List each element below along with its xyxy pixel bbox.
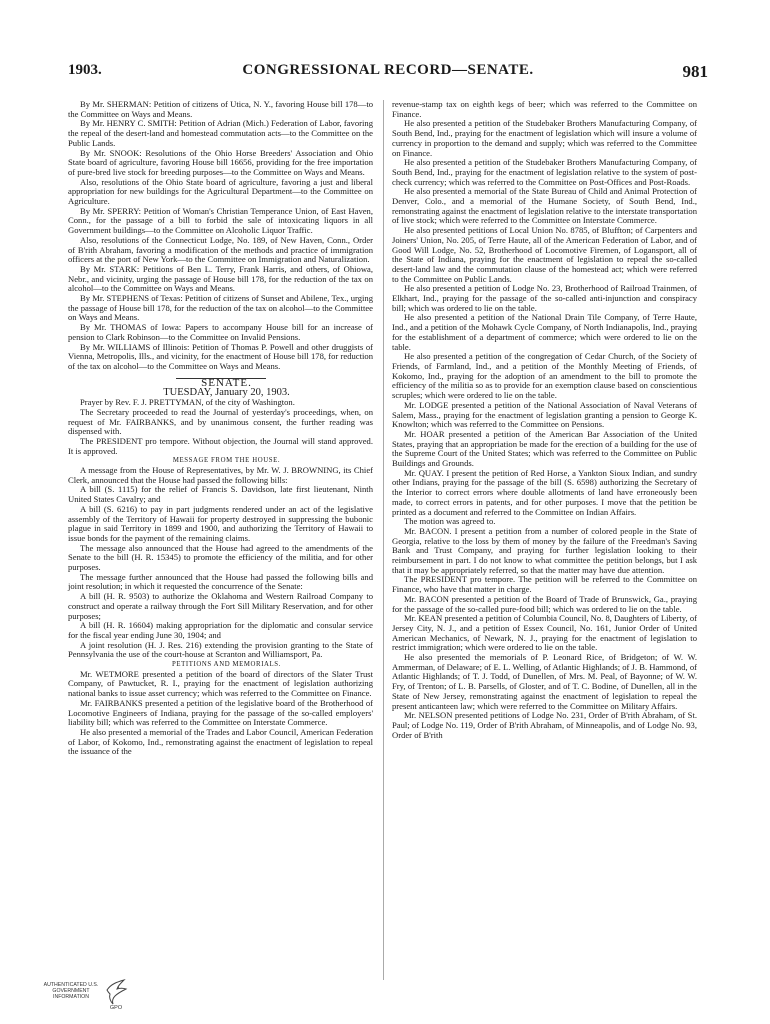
paragraph: Mr. BACON presented a petition of the Board of Trade of Brunswick, Ga., praying for the passage of the so-called pure-food bill; which was ordered to lie on the table. xyxy=(392,593,697,614)
paragraph: A bill (S. 1115) for the relief of Francis S. Davidson, late first lieutenant, Ninth United States Cavalry; and xyxy=(68,484,373,505)
paragraph: By Mr. STARK: Petitions of Ben L. Terry, Frank Harris, and others, of Ohiowa, Nebr., and vicinity, urging the passage of House bill 178, for the reduction of the tax on alcohol—to the Committee on Ways and Means. xyxy=(68,263,373,294)
gpo-authentication-logo xyxy=(40,976,130,1018)
gpo-label: GPO xyxy=(109,1005,123,1011)
page-header xyxy=(68,62,708,86)
paragraph: Also, resolutions of the Connecticut Lodge, No. 189, of New Haven, Conn., Order of B'rith Abraham, favoring a modification of the methods and practice of immigration officers at the port of New York—to the Committee on Immigration and Naturalization. xyxy=(68,234,373,265)
paragraph: Prayer by Rev. F. J. PRETTYMAN, of the city of Washington. xyxy=(80,397,295,408)
paragraph: A bill (H. R. 16604) making appropriation for the diplomatic and consular service for the fiscal year ending June 30, 1904; and xyxy=(68,620,373,640)
paragraph: A joint resolution (H. J. Res. 216) extending the provision granting to the State of Pennsylvania the use of the court-house at Scranton and Williamsport, Pa. xyxy=(68,639,373,660)
paragraph: The message further announced that the House had passed the following bills and joint resolution; in which it requested the concurrence of the Senate: xyxy=(68,571,373,592)
subheading: MESSAGE FROM THE HOUSE. xyxy=(172,457,281,465)
paragraph: Mr. FAIRBANKS presented a petition of the legislative board of the Brotherhood of Locomotive Engineers of Indiana, praying for the passage of the so-called employers' liability bill; which was referred to the Committee on Interstate Commerce. xyxy=(68,697,373,728)
paragraph: By Mr. SNOOK: Resolutions of the Ohio Horse Breeders' Association and Ohio State board of agriculture, favoring House bill 16656, providing for the free importation of pure-bred live stock for breeding purposes—to the Committee on Ways and Means. xyxy=(68,147,373,177)
paragraph: Mr. BACON. I present a petition from a number of colored people in the State of Georgia, relative to the loss by them of money by the failure of the Freedman's Saving Bank and Trust Company, and praying for further legislation looking to their reimbursement in part. I do not know to what committee the petition belongs, but I ask that it may be appropriately referred, so that the matter may have due attention. xyxy=(392,525,697,575)
session-date: TUESDAY, January 20, 1903. xyxy=(163,387,290,399)
paragraph: He also presented a petition of the Studebaker Brothers Manufacturing Company, of South Bend, Ind., praying for the enactment of legislation which will insure a volume of currency in proportion to the demand and supply; which was referred to the Committee on Finance. xyxy=(392,118,697,158)
paragraph: A bill (H. R. 9503) to authorize the Oklahoma and Western Railroad Company to construct and operate a railway through the Fort Sill Military Reservation, and for other purposes; xyxy=(68,591,373,621)
paragraph: revenue-stamp tax on eighth kegs of beer; which was referred to the Committee on Finance. xyxy=(392,99,697,119)
paragraph: By Mr. HENRY C. SMITH: Petition of Adrian (Mich.) Federation of Labor, favoring the repeal of the desert-land and homestead commutation acts—to the Committee on the Public Lands. xyxy=(68,118,373,148)
paragraph: By Mr. WILLIAMS of Illinois: Petition of Thomas P. Powell and other druggists of Vienna, Metropolis, Ills., and vicinity, for the enactment of House bill 178, for reduction of the tax on alcohol—to the Committee on Ways and Means. xyxy=(68,341,373,371)
paragraph: Mr. WETMORE presented a petition of the board of directors of the Slater Trust Company, of Pawtucket, R. I., praying for the enactment of legislation authorizing national banks to issue asset currency; which was referred to the Committee on Finance. xyxy=(68,668,373,699)
paragraph: He also presented petitions of Local Union No. 8785, of Bluffton; of Carpenters and Joiners' Union, No. 205, of Terre Haute, all of the American Federation of Labor, and of Good Will Lodge, No. 52, Brotherhood of Locomotive Firemen, of Logansport, all of the State of Indiana, praying for the enactment of legislation to repeal the so-called desert-land law and the commutation clause of the homestead act; which were referred to the Committee on Public Lands. xyxy=(392,225,697,284)
paragraph: Mr. LODGE presented a petition of the National Association of Naval Veterans of Salem, Mass., praying for the enactment of legislation granting a pension to George K. Knowlton; which was referred to the Committee on Pensions. xyxy=(392,399,697,430)
right-column xyxy=(392,100,697,740)
paragraph: The PRESIDENT pro tempore. Without objection, the Journal will stand approved. It is approved. xyxy=(68,435,373,456)
page-number: 981 xyxy=(682,62,708,81)
paragraph: He also presented the memorials of P. Leonard Rice, of Bridgeton; of W. W. Ammerman, of Delaware; of E. L. Welling, of Atlantic Highlands; of J. B. Hammond, of Atlantic Highlands; of T. J. Todd, of Dunellen, of Mrs. M. Peal, of Bayonne; of W. W. Fry, of Trenton; of L. B. Parsells, of Gloster, and of T. C. Bodine, of Dunellen, all in the State of New Jersey, remonstrating against the enactment of legislation to repeal the present anticanteen law; which were referred to the Committee on Military Affairs. xyxy=(392,652,697,711)
left-column xyxy=(68,100,373,757)
paragraph: He also presented a petition of the Studebaker Brothers Manufacturing Company, of South Bend, Ind., praying for the enactment of legislation relative to the system of post-check currency; which was referred to the Committee on Post-Offices and Post-Roads. xyxy=(392,157,697,187)
paragraph: He also presented a petition of Lodge No. 23, Brotherhood of Railroad Trainmen, of Elkhart, Ind., praying for the passage of the so-called anti-injunction and conspiracy bill; which was ordered to lie on the table. xyxy=(392,283,697,313)
paragraph: Mr. KEAN presented a petition of Columbia Council, No. 8, Daughters of Liberty, of Jersey City, N. J., and a petition of Essex Council, No. 161, Junior Order of United American Mechanics, of Newark, N. J., praying for the enactment of legislation to restrict immigration; which were ordered to lie on the table. xyxy=(392,613,698,653)
header-year: 1903. xyxy=(68,62,102,78)
paragraph: Also, resolutions of the Ohio State board of agriculture, favoring a just and liberal appropriation for new buildings for the Agricultural Department—to the Committee on Agriculture. xyxy=(68,176,373,207)
eagle-icon xyxy=(104,976,128,1006)
paragraph: Mr. HOAR presented a petition of the American Bar Association of the United States, praying that an appropriation be made for the erection of a building for the use of the Supreme Court of the United States; which was referred to the Committee on Public Buildings and Grounds. xyxy=(392,428,697,469)
authentication-text: AUTHENTICATED U.S. GOVERNMENT INFORMATION xyxy=(43,982,99,1001)
paragraph: A bill (S. 6216) to pay in part judgments rendered under an act of the legislative assembly of the Territory of Hawaii for property destroyed in suppressing the bubonic plague in said Territory in 1899 and 1900, and authorizing the Territory of Hawaii to issue bonds for the payment of the remaining claims. xyxy=(68,503,373,543)
paragraph: By Mr. SHERMAN: Petition of citizens of Utica, N. Y., favoring House bill 178—to the Committee on Ways and Means. xyxy=(68,99,373,119)
section-heading: SENATE. xyxy=(201,376,252,389)
paragraph: He also presented a petition of the congregation of Cedar Church, of the Society of Friends, of Farmland, Ind., and a petition of the Monthly Meeting of Friends, of Kokomo, Ind., praying for the adoption of an amendment to the bill to promote the efficiency of the militia so as to provide for an exemption clause based on conscientious scruples; which were ordered to lie on the table. xyxy=(392,351,697,401)
paragraph: By Mr. SPERRY: Petition of Woman's Christian Temperance Union, of East Haven, Conn., for the passage of a bill to forbid the sale of intoxicating liquors in all Government buildings—to the Committee on Alcoholic Liquor Traffic. xyxy=(68,205,373,236)
paragraph: By Mr. THOMAS of Iowa: Papers to accompany House bill for an increase of pension to Clark Robinson—to the Committee on Invalid Pensions. xyxy=(68,322,373,342)
subheading: PETITIONS AND MEMORIALS. xyxy=(172,661,281,669)
paragraph: By Mr. STEPHENS of Texas: Petition of citizens of Sunset and Abilene, Tex., urging the passage of House bill 178, for the reduction of the tax on alcohol—to the Committee on Ways and Means. xyxy=(68,293,373,323)
paragraph: A message from the House of Representatives, by Mr. W. J. BROWNING, its Chief Clerk, announced that the House had passed the following bills: xyxy=(68,465,373,485)
header-title: CONGRESSIONAL RECORD—SENATE. xyxy=(242,62,534,78)
paragraph: The PRESIDENT pro tempore. The petition will be referred to the Committee on Finance, who have that matter in charge. xyxy=(392,574,697,595)
paragraph: He also presented a memorial of the Trades and Labor Council, American Federation of Labor, of Kokomo, Ind., remonstrating against the enactment of legislation to repeal the issuance of the xyxy=(68,727,373,757)
paragraph: He also presented a memorial of the State Bureau of Child and Animal Protection of Denver, Colo., and a memorial of the Humane Society, of South Bend, Ind., remonstrating against the enactment of legislation relative to the interstate transportation of live stock; which were referred to the Committee on Interstate Commerce. xyxy=(392,186,697,226)
paragraph: The motion was agreed to. xyxy=(404,516,496,527)
column-separator xyxy=(383,100,384,980)
paragraph: The message also announced that the House had agreed to the amendments of the Senate to the bill (H. R. 15345) to promote the efficiency of the militia, and for other purposes. xyxy=(68,542,373,573)
paragraph: Mr. QUAY. I present the petition of Red Horse, a Yankton Sioux Indian, and sundry other Indians, praying for the passage of the bill (S. 6598) authorizing the Secretary of the Interior to correct errors where double allotments of land have erroneously been made, to correct errors in patents, and for other purposes. I move that the petition be printed as a document and referred to the Committee on Indian Affairs. xyxy=(392,467,697,517)
paragraph: The Secretary proceeded to read the Journal of yesterday's proceedings, when, on request of Mr. FAIRBANKS, and by unanimous consent, the further reading was dispensed with. xyxy=(68,406,373,437)
paragraph: Mr. NELSON presented petitions of Lodge No. 231, Order of B'rith Abraham, of St. Paul; of Lodge No. 119, Order of B'rith Abraham, of Minneapolis, and of Lodge No. 93, Order of B'rith xyxy=(392,710,697,740)
paragraph: He also presented a petition of the National Drain Tile Company, of Terre Haute, Ind., and a petition of the Mohawk Cycle Company, of North Indianapolis, Ind., praying for the establishment of a department of commerce; which were ordered to lie on the table. xyxy=(392,312,697,352)
